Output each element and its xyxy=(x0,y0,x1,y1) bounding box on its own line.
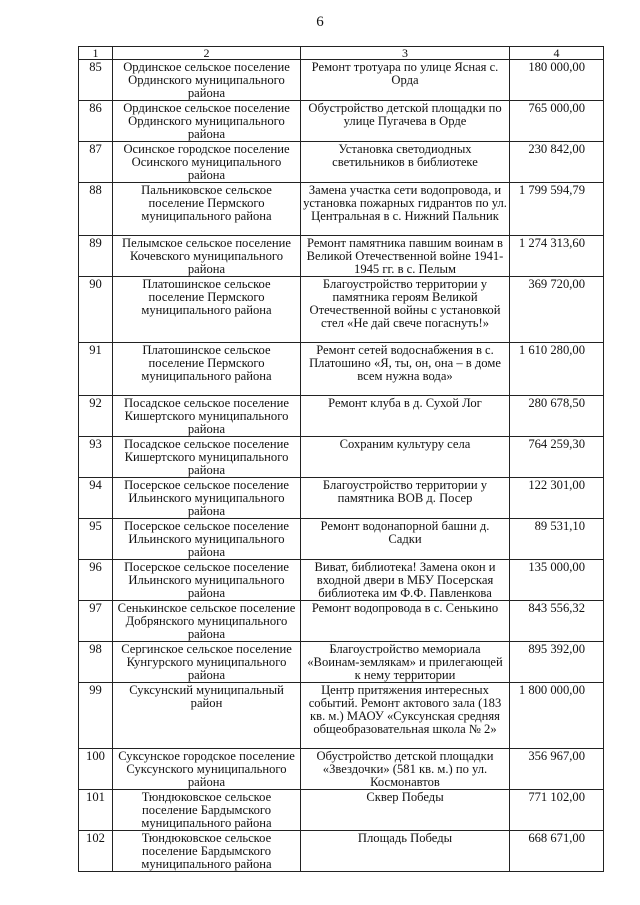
row-number: 97 xyxy=(79,601,113,642)
table-row xyxy=(79,396,604,437)
table-row xyxy=(79,790,604,831)
row-number: 92 xyxy=(79,396,113,437)
row-number: 93 xyxy=(79,437,113,478)
funding-amount: 122 301,00 xyxy=(510,478,604,519)
column-header-amount: 4 xyxy=(510,47,604,60)
row-number: 98 xyxy=(79,642,113,683)
row-number: 96 xyxy=(79,560,113,601)
municipality-name: Посадское сельское поселение Кишертского муниципального района xyxy=(113,437,301,478)
table-row xyxy=(79,101,604,142)
municipality-name: Сенькинское сельское поселение Добрянского муниципального района xyxy=(113,601,301,642)
project-name: Замена участка сети водопровода, и установка пожарных гидрантов по ул. Центральная в с. Нижний Пальник xyxy=(301,183,510,236)
municipality-name: Посерское сельское поселение Ильинского муниципального района xyxy=(113,560,301,601)
table-row xyxy=(79,236,604,277)
row-number: 88 xyxy=(79,183,113,236)
municipality-name: Пелымское сельское поселение Кочевского муниципального района xyxy=(113,236,301,277)
table-row xyxy=(79,277,604,343)
table-row xyxy=(79,601,604,642)
project-name: Ремонт сетей водоснабжения в с. Платошино «Я, ты, он, она – в доме всем нужна вода» xyxy=(301,343,510,396)
row-number: 100 xyxy=(79,749,113,790)
table-row xyxy=(79,560,604,601)
municipality-name: Тюндюковское сельское поселение Бардымского муниципального района xyxy=(113,790,301,831)
municipality-name: Посадское сельское поселение Кишертского муниципального района xyxy=(113,396,301,437)
funding-amount: 1 800 000,00 xyxy=(510,683,604,749)
project-name: Центр притяжения интересных событий. Ремонт актового зала (183 кв. м.) МАОУ «Суксунская средняя общеобразовательная школа № 2» xyxy=(301,683,510,749)
municipality-name: Осинское городское поселение Осинского муниципального района xyxy=(113,142,301,183)
municipality-name: Платошинское сельское поселение Пермского муниципального района xyxy=(113,277,301,343)
page-number: 6 xyxy=(316,14,324,30)
municipality-name: Суксунский муниципальный район xyxy=(113,683,301,749)
row-number: 95 xyxy=(79,519,113,560)
project-name: Обустройство детской площадки по улице Пугачева в Орде xyxy=(301,101,510,142)
column-header-project: 3 xyxy=(301,47,510,60)
table-row xyxy=(79,749,604,790)
table-row xyxy=(79,642,604,683)
table-row xyxy=(79,142,604,183)
project-name: Благоустройство территории у памятника ВОВ д. Посер xyxy=(301,478,510,519)
funding-amount: 843 556,32 xyxy=(510,601,604,642)
municipality-name: Ординское сельское поселение Ординского муниципального района xyxy=(113,101,301,142)
column-header-number: 1 xyxy=(79,47,113,60)
municipality-name: Посерское сельское поселение Ильинского муниципального района xyxy=(113,519,301,560)
funding-amount: 180 000,00 xyxy=(510,60,604,101)
funding-amount: 89 531,10 xyxy=(510,519,604,560)
row-number: 102 xyxy=(79,831,113,872)
table-row xyxy=(79,60,604,101)
funding-amount: 1 274 313,60 xyxy=(510,236,604,277)
project-name: Ремонт памятника павшим воинам в Великой Отечественной войне 1941-1945 гг. в с. Пелым xyxy=(301,236,510,277)
row-number: 90 xyxy=(79,277,113,343)
funding-amount: 764 259,30 xyxy=(510,437,604,478)
municipality-name: Тюндюковское сельское поселение Бардымского муниципального района xyxy=(113,831,301,872)
table-row xyxy=(79,343,604,396)
funding-amount: 230 842,00 xyxy=(510,142,604,183)
municipality-name: Пальниковское сельское поселение Пермского муниципального района xyxy=(113,183,301,236)
table-row xyxy=(79,519,604,560)
row-number: 101 xyxy=(79,790,113,831)
row-number: 86 xyxy=(79,101,113,142)
funding-table xyxy=(78,46,604,872)
row-number: 94 xyxy=(79,478,113,519)
table-row xyxy=(79,478,604,519)
funding-amount: 1 610 280,00 xyxy=(510,343,604,396)
funding-amount: 771 102,00 xyxy=(510,790,604,831)
row-number: 89 xyxy=(79,236,113,277)
funding-amount: 356 967,00 xyxy=(510,749,604,790)
project-name: Ремонт тротуара по улице Ясная с. Орда xyxy=(301,60,510,101)
project-name: Ремонт клуба в д. Сухой Лог xyxy=(301,396,510,437)
project-name: Площадь Победы xyxy=(301,831,510,872)
municipality-name: Платошинское сельское поселение Пермского муниципального района xyxy=(113,343,301,396)
project-name: Сохраним культуру села xyxy=(301,437,510,478)
table-row xyxy=(79,183,604,236)
table-row xyxy=(79,683,604,749)
project-name: Ремонт водопровода в с. Сенькино xyxy=(301,601,510,642)
funding-amount: 668 671,00 xyxy=(510,831,604,872)
funding-amount: 280 678,50 xyxy=(510,396,604,437)
funding-amount: 1 799 594,79 xyxy=(510,183,604,236)
project-name: Благоустройство мемориала «Воинам-землякам» и прилегающей к нему территории xyxy=(301,642,510,683)
municipality-name: Посерское сельское поселение Ильинского муниципального района xyxy=(113,478,301,519)
funding-amount: 765 000,00 xyxy=(510,101,604,142)
funding-amount: 369 720,00 xyxy=(510,277,604,343)
project-name: Установка светодиодных светильников в библиотеке xyxy=(301,142,510,183)
municipality-name: Сергинское сельское поселение Кунгурского муниципального района xyxy=(113,642,301,683)
funding-amount: 135 000,00 xyxy=(510,560,604,601)
column-header-municipality: 2 xyxy=(113,47,301,60)
table-row xyxy=(79,437,604,478)
project-name: Сквер Победы xyxy=(301,790,510,831)
project-name: Обустройство детской площадки «Звездочки» (581 кв. м.) по ул. Космонавтов xyxy=(301,749,510,790)
row-number: 85 xyxy=(79,60,113,101)
project-name: Ремонт водонапорной башни д. Садки xyxy=(301,519,510,560)
table-header-row xyxy=(79,47,604,60)
row-number: 91 xyxy=(79,343,113,396)
table-row xyxy=(79,831,604,872)
municipality-name: Ординское сельское поселение Ординского муниципального района xyxy=(113,60,301,101)
municipality-name: Суксунское городское поселение Суксунского муниципального района xyxy=(113,749,301,790)
funding-amount: 895 392,00 xyxy=(510,642,604,683)
row-number: 99 xyxy=(79,683,113,749)
project-name: Виват, библиотека! Замена окон и входной двери в МБУ Посерская библиотека им Ф.Ф. Павленкова xyxy=(301,560,510,601)
project-name: Благоустройство территории у памятника героям Великой Отечественной войны с установкой стел «Не дай свече погаснуть!» xyxy=(301,277,510,343)
row-number: 87 xyxy=(79,142,113,183)
